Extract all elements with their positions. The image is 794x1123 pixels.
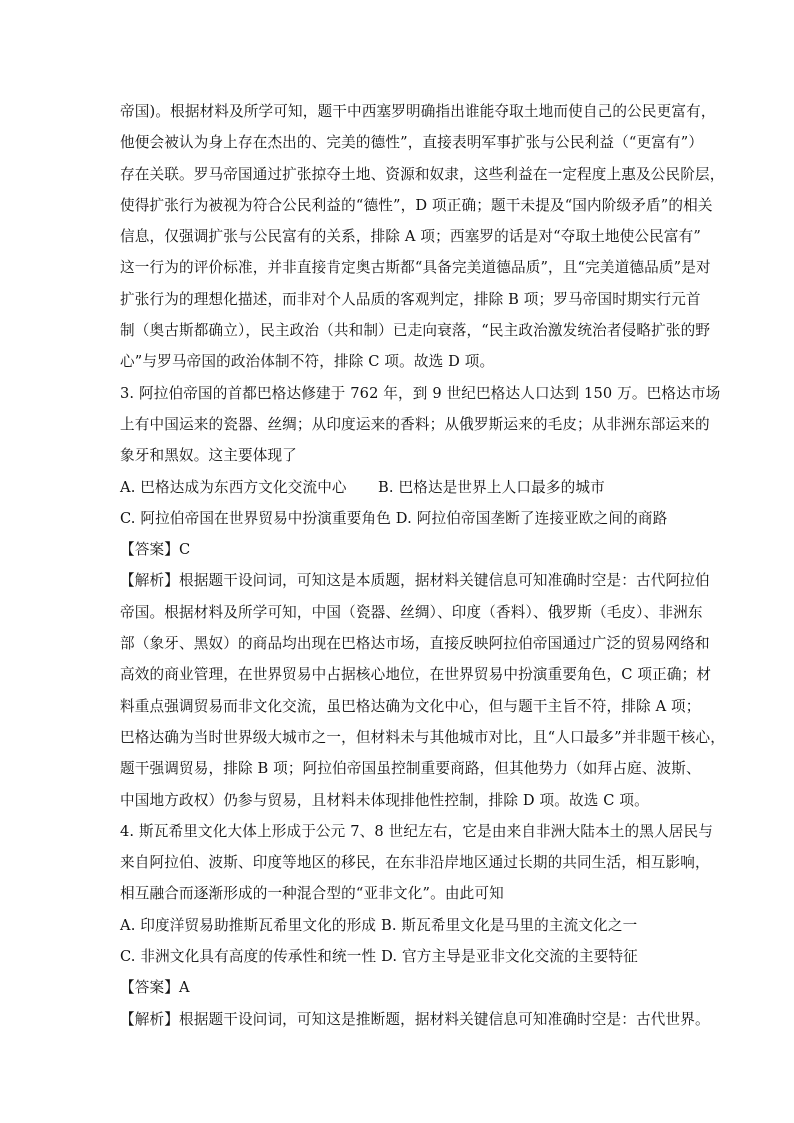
q3-analysis-line: 高效的商业管理，在世界贸易中占据核心地位，在世界贸易中扮演重要角色，C 项正确；材 [120, 666, 712, 684]
analysis-line: 信息，仅强调扩张与公民富有的关系，排除 A 项；西塞罗的话是对“夺取土地使公民富有” [120, 228, 702, 246]
analysis-line: 这一行为的评价标准，并非直接肯定奥古斯都“具备完美道德品质”，且“完美道德品质”是对 [120, 259, 711, 277]
q4-answer: 【答案】A [120, 979, 190, 997]
q3-option-b: B. 巴格达是世界上人口最多的城市 [378, 478, 605, 496]
q3-analysis-line: 帝国。根据材料及所学可知，中国（瓷器、丝绸）、印度（香料）、俄罗斯（毛皮）、非洲东 [120, 603, 703, 621]
q4-analysis-line: 【解析】根据题干设问词，可知这是推断题，据材料关键信息可知准确时空是：古代世界。 [120, 1010, 710, 1028]
q4-options-cd: C. 非洲文化具有高度的传承性和统一性 D. 官方主导是亚非文化交流的主要特征 [120, 948, 638, 966]
q3-stem-line: 象牙和黑奴。这主要体现了 [120, 447, 297, 465]
analysis-line: 心”与罗马帝国的政治体制不符，排除 C 项。故选 D 项。 [120, 353, 495, 371]
q3-analysis-line: 料重点强调贸易而非文化交流，虽巴格达确为文化中心，但与题干主旨不符，排除 A 项； [120, 697, 701, 715]
q3-analysis-line: 中国地方政权）仍参与贸易，且材料未体现排他性控制，排除 D 项。故选 C 项。 [120, 791, 649, 809]
q4-stem-line: 来自阿拉伯、波斯、印度等地区的移民，在东非沿岸地区通过长期的共同生活，相互影响， [120, 854, 710, 872]
q3-analysis-line: 【解析】根据题干设问词，可知这是本质题，据材料关键信息可知准确时空是：古代阿拉伯 [120, 572, 710, 590]
q4-stem-line: 4. 斯瓦希里文化大体上形成于公元 7、8 世纪左右，它是由来自非洲大陆本土的黑人居民与 [120, 822, 713, 840]
analysis-line: 扩张行为的理想化描述，而非对个人品质的客观判定，排除 B 项；罗马帝国时期实行元首 [120, 290, 701, 308]
q3-stem-line: 3. 阿拉伯帝国的首都巴格达修建于 762 年，到 9 世纪巴格达人口达到 150 万。巴格达市场 [120, 384, 721, 402]
q3-option-a: A. 巴格达成为东西方文化交流中心 [120, 478, 347, 496]
analysis-line: 他便会被认为身上存在杰出的、完美的德性”，直接表明军事扩张与公民利益（“更富有”） [120, 134, 704, 152]
q3-analysis-line: 题干强调贸易，排除 B 项；阿拉伯帝国虽控制重要商路，但其他势力（如拜占庭、波斯、 [120, 760, 701, 778]
q3-answer: 【答案】C [120, 541, 191, 559]
q4-options-ab: A. 印度洋贸易助推斯瓦希里文化的形成 B. 斯瓦希里文化是马里的主流文化之一 [120, 916, 638, 934]
analysis-line: 制（奥古斯都确立），民主政治（共和制）已走向衰落，“民主政治激发统治者侵略扩张的野 [120, 322, 711, 340]
q3-options-ab [120, 472, 690, 503]
document-page [120, 96, 725, 1035]
q4-stem-line: 相互融合而逐渐形成的一种混合型的“亚非文化”。由此可知 [120, 885, 504, 903]
q3-options-cd: C. 阿拉伯帝国在世界贸易中扮演重要角色 D. 阿拉伯帝国垄断了连接亚欧之间的商路 [120, 509, 668, 527]
q3-stem-line: 上有中国运来的瓷器、丝绸；从印度运来的香料；从俄罗斯运来的毛皮；从非洲东部运来的 [120, 415, 710, 433]
analysis-line: 帝国)。根据材料及所学可知，题干中西塞罗明确指出谁能夺取土地而使自己的公民更富有， [120, 103, 716, 120]
analysis-line: 存在关联。罗马帝国通过扩张掠夺土地、资源和奴隶，这些利益在一定程度上惠及公民阶层， [120, 165, 725, 183]
analysis-line: 使得扩张行为被视为符合公民利益的“德性”，D 项正确；题干未提及“国内阶级矛盾”的相关 [120, 196, 713, 214]
q3-analysis-line: 巴格达确为当时世界级大城市之一，但材料未与其他城市对比，且“人口最多”并非题干核心， [120, 728, 725, 746]
q3-analysis-line: 部（象牙、黑奴）的商品均出现在巴格达市场，直接反映阿拉伯帝国通过广泛的贸易网络和 [120, 635, 710, 653]
